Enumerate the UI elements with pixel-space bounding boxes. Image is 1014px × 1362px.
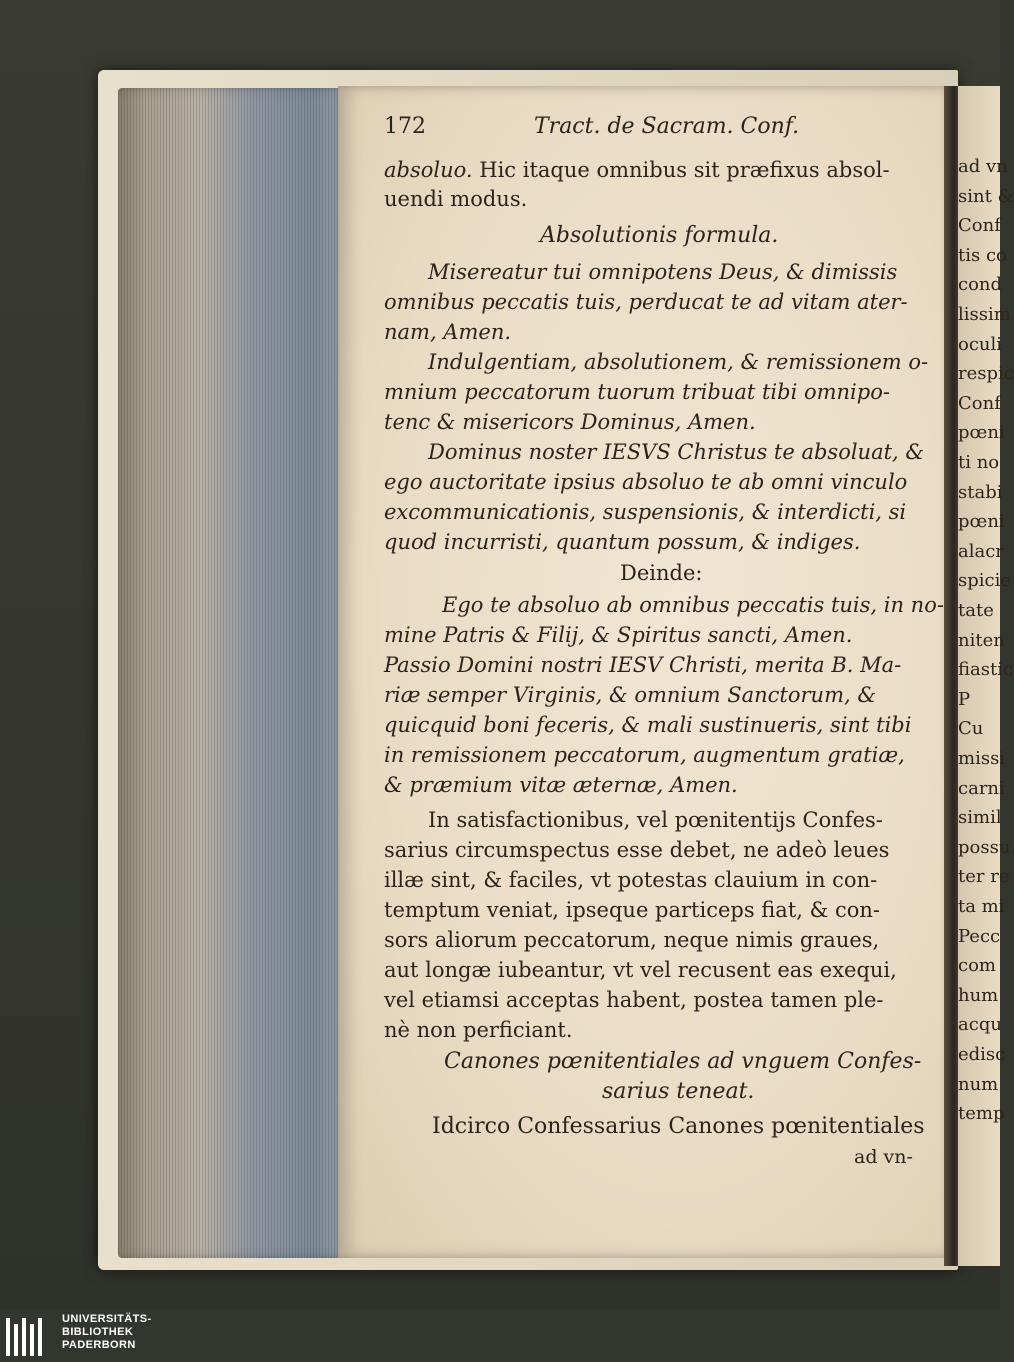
library-logo-text <box>62 1313 152 1352</box>
facing-page-line: alacr <box>958 540 1004 562</box>
facing-page-line: Pecc <box>958 925 1001 947</box>
facing-page-line: tate <box>958 600 994 621</box>
facing-page-line: simil <box>958 807 1002 829</box>
page-edges <box>118 88 348 1258</box>
facing-page-line: Conf <box>958 215 1001 237</box>
facing-page-line: niten <box>958 629 1005 651</box>
text-line: aut longæ iubeantur, vt vel recusent eas exequi, <box>384 958 897 982</box>
text-line: mine Patris & Filij, & Spiritus sancti, Amen. <box>384 623 853 647</box>
facing-page-fragment <box>958 86 1014 1266</box>
text-line: Ego te absoluo ab omnibus peccatis tuis, in no- <box>442 593 944 617</box>
running-title: Tract. de Sacram. Conf. <box>534 114 800 139</box>
facing-page-line: missi <box>958 748 1006 769</box>
facing-page-line: stabi <box>958 481 1003 503</box>
text-line: illæ sint, & faciles, vt potestas clauium in con- <box>384 868 878 892</box>
facing-page-line: ti no <box>958 452 1000 473</box>
text-line: riæ semper Virginis, & omnium Sanctorum, & <box>384 683 877 707</box>
text-line: Dominus noster IESVS Christus te absoluat, & <box>428 440 925 464</box>
logo-line: UNIVERSITÄTS- <box>62 1313 152 1325</box>
text-line: sors aliorum peccatorum, neque nimis graues, <box>384 928 880 952</box>
section-heading: Absolutionis formula. <box>540 223 779 248</box>
facing-page-line: pœni <box>958 422 1005 444</box>
facing-page-line: acqu <box>958 1014 1002 1036</box>
facing-page-line: spicie <box>958 570 1012 592</box>
text-line: omnibus peccatis tuis, perducat te ad vitam ater- <box>384 290 908 314</box>
facing-page-line: P <box>958 688 971 710</box>
facing-page-line: ta mi <box>958 896 1005 917</box>
facing-page-line: cond <box>958 274 1003 296</box>
text-line: excommunicationis, suspensionis, & interdicti, si <box>384 500 907 524</box>
text-line: mnium peccatorum tuorum tribuat tibi omnipo- <box>384 380 890 404</box>
text-line: Indulgentiam, absolutionem, & remissionem o- <box>428 350 929 374</box>
facing-page-line: pœni <box>958 511 1005 533</box>
text-line: tenc & misericors Dominus, Amen. <box>384 410 756 434</box>
text-line: uendi modus. <box>384 187 528 211</box>
facing-page-line: temp <box>958 1103 1005 1125</box>
facing-page-line: edisc <box>958 1044 1006 1065</box>
facing-page-line: ter re <box>958 866 1010 888</box>
text-fragment: Hic itaque omnibus sit præfixus absol- <box>479 158 890 182</box>
library-logo-icon <box>4 1316 48 1358</box>
text-line: temptum veniat, ipseque particeps fiat, & con- <box>384 898 881 922</box>
running-head <box>384 112 800 142</box>
section-heading: sarius teneat. <box>602 1079 755 1104</box>
logo-line: PADERBORN <box>62 1339 136 1351</box>
text-line: ego auctoritate ipsius absoluo te ab omni vinculo <box>384 470 908 494</box>
facing-page-line: Cu <box>958 718 984 740</box>
catchword: ad vn- <box>854 1146 913 1168</box>
facing-page-line: respic <box>958 363 1014 385</box>
facing-page-line: oculi <box>958 333 1003 355</box>
facing-page-line: sint & <box>958 185 1014 207</box>
facing-page-line: com <box>958 955 996 977</box>
logo-line: BIBLIOTHEK <box>62 1326 134 1338</box>
text-line: nam, Amen. <box>384 320 512 344</box>
text-line: Passio Domini nostri IESV Christi, merita B. Ma- <box>384 653 902 677</box>
facing-page-line: ad vn <box>958 156 1008 177</box>
text-line: Deinde: <box>620 561 703 585</box>
facing-page-line: possu <box>958 836 1011 858</box>
page-number: 172 <box>384 114 426 139</box>
text-line: Misereatur tui omnipotens Deus, & dimissis <box>428 260 898 284</box>
text-line <box>384 155 890 185</box>
text-line: vel etiamsi acceptas habent, postea tamen ple- <box>384 988 884 1012</box>
facing-page-line: tis co <box>958 244 1007 266</box>
text-line: nè non perficiant. <box>384 1018 573 1042</box>
facing-page-line: carni <box>958 777 1005 799</box>
facing-page-line: hum <box>958 984 999 1006</box>
text-line: Idcirco Confessarius Canones pœnitentiales <box>432 1114 925 1139</box>
text-line: quod incurristi, quantum possum, & indiges. <box>384 530 861 554</box>
text-line: sarius circumspectus esse debet, ne adeò leues <box>384 838 890 862</box>
facing-page-line: num <box>958 1073 999 1095</box>
facing-page-line: fiastic <box>958 659 1014 681</box>
facing-page-line: Conf <box>958 392 1001 414</box>
text-line: in remissionem peccatorum, augmentum gratiæ, <box>384 743 905 767</box>
text-line: & præmium vitæ æternæ, Amen. <box>384 773 738 797</box>
text-fragment: absoluo. <box>384 158 473 182</box>
section-heading: Canones pœnitentiales ad vnguem Confes- <box>444 1049 922 1074</box>
facing-page-line: lissim <box>958 304 1011 325</box>
text-line: In satisfactionibus, vel pœnitentijs Confes- <box>428 808 883 832</box>
text-line: quicquid boni feceris, & mali sustinueris, sint tibi <box>384 713 912 737</box>
